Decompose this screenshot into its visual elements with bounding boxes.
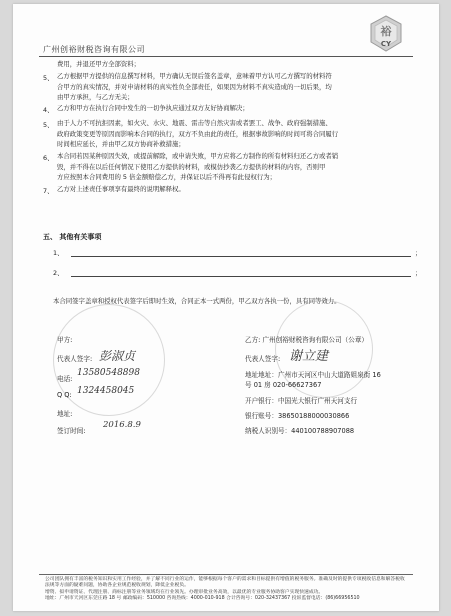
- fill-item-number: 2、: [53, 269, 64, 277]
- clause-line: 费用，并退还甲方全部资料；: [57, 60, 141, 68]
- footer-line: 增资、拟申请资证、代理注册、商标注册等业务领域均在行业领先。办理审批业务高效，以最优的专业服务协助客户实现快速成功。: [45, 589, 324, 595]
- logo-seal-char: 裕: [380, 25, 392, 38]
- footer-rule: [39, 574, 413, 575]
- fill-item-end: ；: [415, 249, 422, 257]
- footer-text: [45, 577, 407, 603]
- party-b-account: 银行账号：38650188000030866: [245, 412, 350, 420]
- fill-item-end: ；: [415, 269, 422, 277]
- clause-line: 毁，并不得在以后任何情况下使用乙方提供的材料，或模仿抄袭乙方提供的材料的内容，否则甲: [57, 162, 326, 171]
- footer-line: 地址：广州市天河区东莞庄路 18 号 邮政编码：510000 咨询热线：4000-010-918 合计咨询号：020-32437367 投诉监督电话：(86)66956510: [45, 596, 360, 602]
- clause-item: [57, 151, 338, 183]
- clause-number: 4、: [43, 106, 54, 114]
- clause-item: [57, 184, 185, 195]
- clause-number: 6、: [43, 154, 54, 162]
- party-b-bank: 开户银行：中国光大银行广州天河支行: [245, 397, 358, 405]
- section-title: 五、 其他有关事项: [43, 233, 102, 241]
- party-b-rep-label: 代表人签字:: [245, 355, 281, 363]
- party-b-title: 乙方: 广州创裕财税咨询有限公司（公章）: [245, 336, 369, 344]
- clause-line: 乙方对上述责任事项享有最终的说明解释权。: [57, 185, 185, 193]
- company-logo: [367, 14, 405, 54]
- fill-item-line[interactable]: [71, 256, 411, 257]
- party-a-qq-value: 1324458045: [77, 386, 135, 396]
- clause-line: 乙方根据甲方提供的信息撰写材料，甲方确认无误后签名盖章，意味着甲方认可乙方撰写的材料符: [57, 72, 332, 80]
- effect-statement: 本合同签字盖章和授权代表签字后即时生效，合同正本一式两份，甲乙双方各执一份，具有同等效力。: [53, 297, 341, 305]
- contract-page: [13, 4, 439, 611]
- logo-text: CY: [380, 40, 392, 48]
- header-rule: [39, 56, 413, 57]
- clause-item: [57, 103, 249, 114]
- clause-line: 本合同若因某种原因失效，或提前解除，或申请失败，甲方应将乙方制作的所有材料归还乙方或者销: [57, 152, 339, 160]
- footer-line: 公司团队拥有丰富的税务知识和实用工作经验，并了解不同行业的运作，能够根据每个客户的需求和目标提供有增值的税务服务。准确及时的提供专项税收信息和解答税收法规等方面的疑难问题，协助各企业规范税收规划，降低企业税负。: [45, 577, 405, 589]
- party-b-tax-id: 纳税人识别号：440100788907088: [245, 427, 355, 435]
- party-a-signature: 彭淑贞: [99, 349, 136, 363]
- party-b-address-line1: 地址地址：广州市天河区中山大道路姐泉街 16: [245, 371, 381, 379]
- clause-line: 方应按照本合同费用的 5 倍金额赔偿乙方，并保证以后不得再有此侵权行为；: [57, 173, 277, 182]
- fill-item-number: 1、: [53, 249, 64, 257]
- party-a-rep-label: 代表人签字:: [57, 355, 93, 363]
- clause-line: 合甲方的真实情况，并对申请材料的真实性负全部责任，如果因为材料不真实造成的一切后果，均: [57, 82, 332, 91]
- fill-item-line[interactable]: [71, 276, 411, 277]
- clause-item: [57, 71, 332, 103]
- clause-continued: [57, 59, 140, 70]
- party-a-qq-label: Q Q:: [57, 391, 72, 399]
- party-b-signature: 谢立建: [289, 349, 329, 364]
- clause-number: 7、: [43, 187, 54, 195]
- clause-number: 5、: [43, 121, 54, 129]
- clause-line: 政府政策变更等原因而影响本合同的执行，双方不负由此的责任，根据事故影响的时间可将合同履行: [57, 129, 339, 138]
- party-a-date-label: 签订时间:: [57, 427, 86, 435]
- company-name: 广州创裕财税咨询有限公司: [43, 45, 145, 54]
- party-a-phone-label: 电话:: [57, 375, 73, 383]
- clause-line: 由于人力不可抗拒因素，如火灾、水灾、地震、雷击等自然灾害或者罢工、战争、政府强制措施、: [57, 119, 332, 127]
- party-b-address-line2: 号 01 房 020-66627367: [245, 381, 322, 389]
- clause-line: 乙方和甲方在执行合同中发生的一切争执应通过双方友好协商解决；: [57, 104, 249, 112]
- clause-line: 由甲方承担，与乙方无关；: [57, 93, 134, 102]
- party-a-phone-value: 13580548898: [77, 368, 140, 378]
- party-a-date-value: 2016.8.9: [103, 420, 141, 430]
- party-a-title: 甲方:: [57, 336, 73, 344]
- clause-item: [57, 118, 338, 150]
- clause-line: 时间相应延长，并由甲乙双方协商补救措施；: [57, 140, 185, 149]
- clause-number: 5、: [43, 74, 54, 82]
- party-a-address-label: 地址:: [57, 410, 73, 418]
